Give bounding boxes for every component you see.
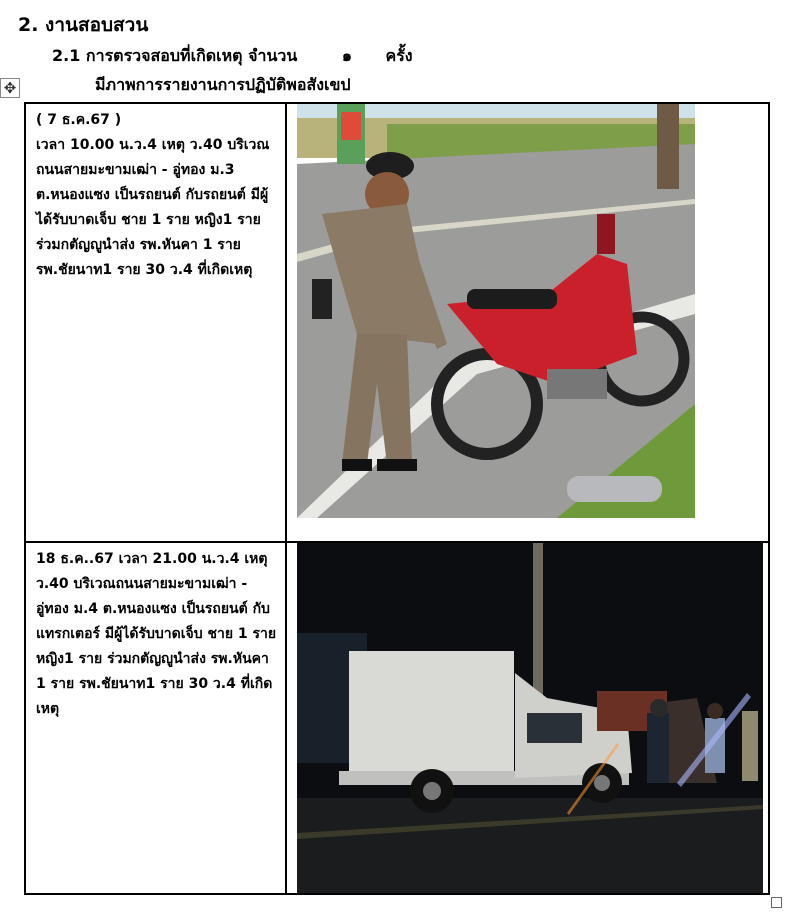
report-text-cell xyxy=(25,103,286,542)
move-handle-icon[interactable]: ✥ xyxy=(0,78,20,98)
report-note: มีภาพการรายงานการปฏิบัติพอสังเขป xyxy=(95,75,351,94)
report-2-text xyxy=(26,543,285,722)
report-1-text-content: ( 7 ธ.ค.67 ) เวลา 10.00 น.ว.4 เหตุ ว.40 บริเวณถนนสายมะขามเฒ่า - อู่ทอง ม.3 ต.หนองแซง เป็นรถยนต์ กับรถยนต์ มีผู้ได้รับบาดเจ็บ ชาย 1 ราย หญิง1 ราย ร่วมกตัญญูนำส่ง รพ.หันคา 1 ราย รพ.ชัยนาท1 ราย 30 ว.4 ที่เกิดเหตุ xyxy=(36,112,270,278)
report-1-text xyxy=(26,104,285,283)
report-text-cell xyxy=(25,542,286,894)
night-accident-truck-photo xyxy=(297,543,763,893)
report-table xyxy=(24,102,770,895)
photo-cell xyxy=(286,542,769,894)
table-row xyxy=(25,103,769,542)
section-heading: 2. งานสอบสวน xyxy=(18,14,149,36)
inspection-count-line: 2.1 การตรวจสอบที่เกิดเหตุ จำนวน ๑ ครั้ง xyxy=(52,46,413,65)
police-officer-motorcycle-photo xyxy=(297,104,695,518)
photo-cell xyxy=(286,103,769,542)
table-row xyxy=(25,542,769,894)
resize-handle-icon[interactable] xyxy=(771,897,782,908)
report-2-text-content: 18 ธ.ค..67 เวลา 21.00 น.ว.4 เหตุ ว.40 บริเวณถนนสายมะขามเฒ่า - อู่ทอง ม.4 ต.หนองแซง เป็นรถยนต์ กับแทรกเตอร์ มีผู้ได้รับบาดเจ็บ ชาย 1 ราย หญิง1 ราย ร่วมกตัญญูนำส่ง รพ.หันคา 1 ราย รพ.ชัยนาท1 ราย 30 ว.4 ที่เกิดเหตุ xyxy=(36,551,277,717)
